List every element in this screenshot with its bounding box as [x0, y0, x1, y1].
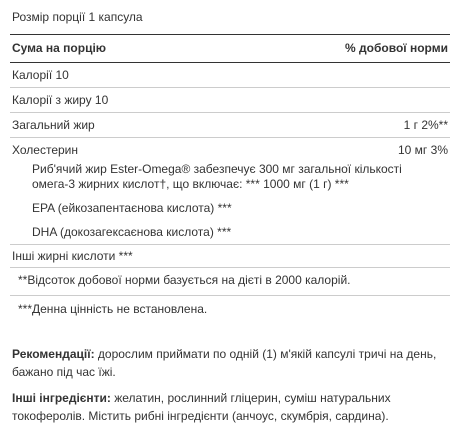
ingredients-paragraph [12, 389, 452, 425]
row-dha: DHA (докозагексаєнова кислота) *** [10, 220, 450, 245]
supplement-facts-table [10, 0, 450, 322]
header-daily-value: % добової норми [345, 41, 448, 55]
total-fat-value: 1 г 2%** [403, 118, 448, 132]
recommendations-label: Рекомендації: [12, 347, 95, 361]
recommendations-text: дорослим приймати по одній (1) м'якій капсулі тричі на день, бажано під час їжі. [12, 347, 437, 379]
row-calories [10, 63, 450, 88]
serving-size: Розмір порції 1 капсула [10, 0, 450, 35]
row-cholesterol [10, 138, 450, 160]
ingredients-text: желатин, рослинний гліцерин, суміш натуральних токоферолів. Містить рибні інгредієнти (анчоус, скумбрія, сардина). [12, 391, 391, 423]
calories-fat-label: Калорії з жиру 10 [12, 93, 109, 107]
footnote-daily-value-basis: **Відсоток добової норми базується на дієті в 2000 калорій. [10, 268, 450, 296]
cholesterol-value: 10 мг 3% [398, 143, 448, 157]
calories-label: Калорії 10 [12, 68, 69, 82]
row-total-fat [10, 113, 450, 138]
recommendations-paragraph [12, 345, 452, 381]
ingredients-label: Інші інгредієнти: [12, 391, 111, 405]
total-fat-label: Загальний жир [12, 118, 95, 132]
row-other-fatty-acids: Інші жирні кислоти *** [10, 245, 450, 268]
row-epa: EPA (ейкозапентаєнова кислота) *** [32, 201, 232, 215]
header-amount-per-serving: Сума на порцію [12, 41, 107, 55]
row-calories-from-fat [10, 88, 450, 113]
cholesterol-label: Холестерин [12, 143, 78, 157]
table-header [10, 35, 450, 63]
footnote-daily-value-not-established: ***Денна цінність не встановлена. [18, 302, 208, 316]
fish-oil-note: Риб'ячий жир Ester-Omega® забезпечує 300 мг загальної кількості омега-3 жирних кислот†, що включає: *** 1000 мг (1 г) *** [32, 162, 402, 191]
